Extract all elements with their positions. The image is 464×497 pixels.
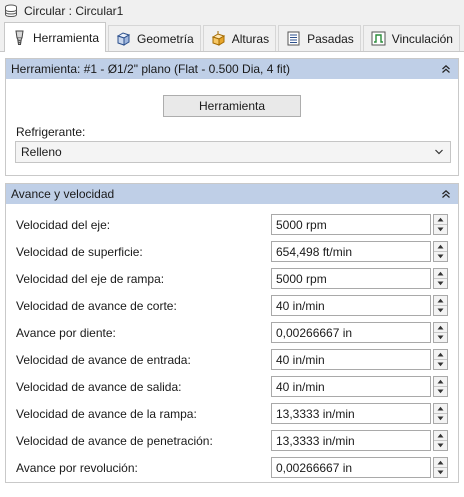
value-spinner[interactable]: [433, 214, 448, 235]
feed-row: [6, 238, 458, 265]
tab-label: Pasadas: [307, 31, 354, 46]
feed-value-input[interactable]: 5000 rpm: [271, 214, 431, 235]
spin-up-arrow-icon[interactable]: [434, 431, 447, 441]
value-spinner[interactable]: [433, 376, 448, 397]
feeds-panel-title: Avance y velocidad: [11, 187, 115, 201]
feed-row-label: Velocidad del eje:: [16, 218, 111, 232]
spin-up-arrow-icon[interactable]: [434, 296, 447, 306]
collapse-chevron-up-icon[interactable]: [440, 188, 452, 200]
tab-alturas[interactable]: [203, 25, 276, 51]
tab-label: Vinculación: [391, 31, 453, 46]
coolant-dropdown[interactable]: [15, 141, 451, 163]
window-title: Circular : Circular1: [24, 4, 124, 18]
feed-value-input[interactable]: 0,00266667 in: [271, 457, 431, 478]
spin-down-arrow-icon[interactable]: [434, 225, 447, 234]
spin-down-arrow-icon[interactable]: [434, 414, 447, 423]
feed-value-input[interactable]: 40 in/min: [271, 349, 431, 370]
feed-row-label: Velocidad de avance de penetración:: [16, 434, 213, 448]
spin-down-arrow-icon[interactable]: [434, 333, 447, 342]
chevron-down-icon: [434, 147, 444, 157]
spin-up-arrow-icon[interactable]: [434, 215, 447, 225]
spin-down-arrow-icon[interactable]: [434, 441, 447, 450]
tool-panel-title: Herramienta: #1 - Ø1/2" plano (Flat - 0.500 Dia, 4 fit): [11, 62, 291, 76]
feed-value-input[interactable]: 40 in/min: [271, 295, 431, 316]
spin-down-arrow-icon[interactable]: [434, 279, 447, 288]
feed-row: [6, 211, 458, 238]
feed-row: [6, 319, 458, 346]
tool-panel-header[interactable]: [6, 59, 458, 79]
value-spinner[interactable]: [433, 457, 448, 478]
collapse-chevron-up-icon[interactable]: [440, 63, 452, 75]
value-spinner[interactable]: [433, 430, 448, 451]
coolant-label: Refrigerante:: [16, 125, 86, 139]
value-spinner[interactable]: [433, 241, 448, 262]
feed-value-input[interactable]: 654,498 ft/min: [271, 241, 431, 262]
tool-icon: [11, 29, 28, 46]
feed-value-input[interactable]: 40 in/min: [271, 376, 431, 397]
value-spinner[interactable]: [433, 322, 448, 343]
feed-value-input[interactable]: 0,00266667 in: [271, 322, 431, 343]
value-spinner[interactable]: [433, 403, 448, 424]
feeds-panel-header[interactable]: [6, 184, 458, 204]
feed-row-label: Velocidad de superficie:: [16, 245, 143, 259]
value-spinner[interactable]: [433, 268, 448, 289]
tab-label: Geometría: [137, 31, 194, 46]
title-bar: [0, 0, 464, 22]
spin-down-arrow-icon[interactable]: [434, 387, 447, 396]
spin-up-arrow-icon[interactable]: [434, 350, 447, 360]
spin-up-arrow-icon[interactable]: [434, 323, 447, 333]
feed-row-label: Velocidad de avance de la rampa:: [16, 407, 197, 421]
feeds-speeds-panel: [5, 183, 459, 483]
feed-row: [6, 265, 458, 292]
spin-down-arrow-icon[interactable]: [434, 252, 447, 261]
spin-up-arrow-icon[interactable]: [434, 242, 447, 252]
heights-block-icon: [210, 30, 227, 47]
operation-stack-icon: [4, 4, 18, 18]
value-spinner[interactable]: [433, 295, 448, 316]
linking-path-icon: [370, 30, 387, 47]
feed-row: [6, 292, 458, 319]
feed-value-input[interactable]: 5000 rpm: [271, 268, 431, 289]
feed-row-label: Velocidad de avance de corte:: [16, 299, 177, 313]
feed-value-input[interactable]: 13,3333 in/min: [271, 430, 431, 451]
tab-label: Alturas: [231, 31, 270, 46]
feed-row: [6, 400, 458, 427]
spin-up-arrow-icon[interactable]: [434, 269, 447, 279]
feed-row: [6, 373, 458, 400]
spin-down-arrow-icon[interactable]: [434, 360, 447, 369]
spin-down-arrow-icon[interactable]: [434, 468, 447, 477]
geometry-cube-icon: [115, 30, 132, 47]
feed-row-label: Velocidad del eje de rampa:: [16, 272, 165, 286]
tab-label: Herramienta: [33, 30, 100, 45]
feed-row-label: Velocidad de avance de entrada:: [16, 353, 191, 367]
feed-row: [6, 454, 458, 481]
feed-row: [6, 427, 458, 454]
feed-row: [6, 346, 458, 373]
tab-bar: [0, 22, 464, 52]
spin-up-arrow-icon[interactable]: [434, 458, 447, 468]
passes-list-icon: [285, 30, 302, 47]
tab-pasadas[interactable]: [278, 25, 361, 51]
tab-geometria[interactable]: [108, 25, 201, 51]
spin-up-arrow-icon[interactable]: [434, 404, 447, 414]
feed-value-input[interactable]: 13,3333 in/min: [271, 403, 431, 424]
tab-vinculacion[interactable]: [363, 25, 460, 51]
tab-content-herramienta: [0, 52, 464, 497]
tab-herramienta[interactable]: [4, 22, 106, 52]
tool-panel: [5, 58, 459, 176]
feed-row-label: Avance por diente:: [16, 326, 116, 340]
spin-down-arrow-icon[interactable]: [434, 306, 447, 315]
select-tool-button[interactable]: Herramienta: [163, 95, 301, 117]
spin-up-arrow-icon[interactable]: [434, 377, 447, 387]
feed-row-label: Avance por revolución:: [16, 461, 138, 475]
coolant-value: Relleno: [21, 145, 62, 159]
feed-row-label: Velocidad de avance de salida:: [16, 380, 182, 394]
value-spinner[interactable]: [433, 349, 448, 370]
